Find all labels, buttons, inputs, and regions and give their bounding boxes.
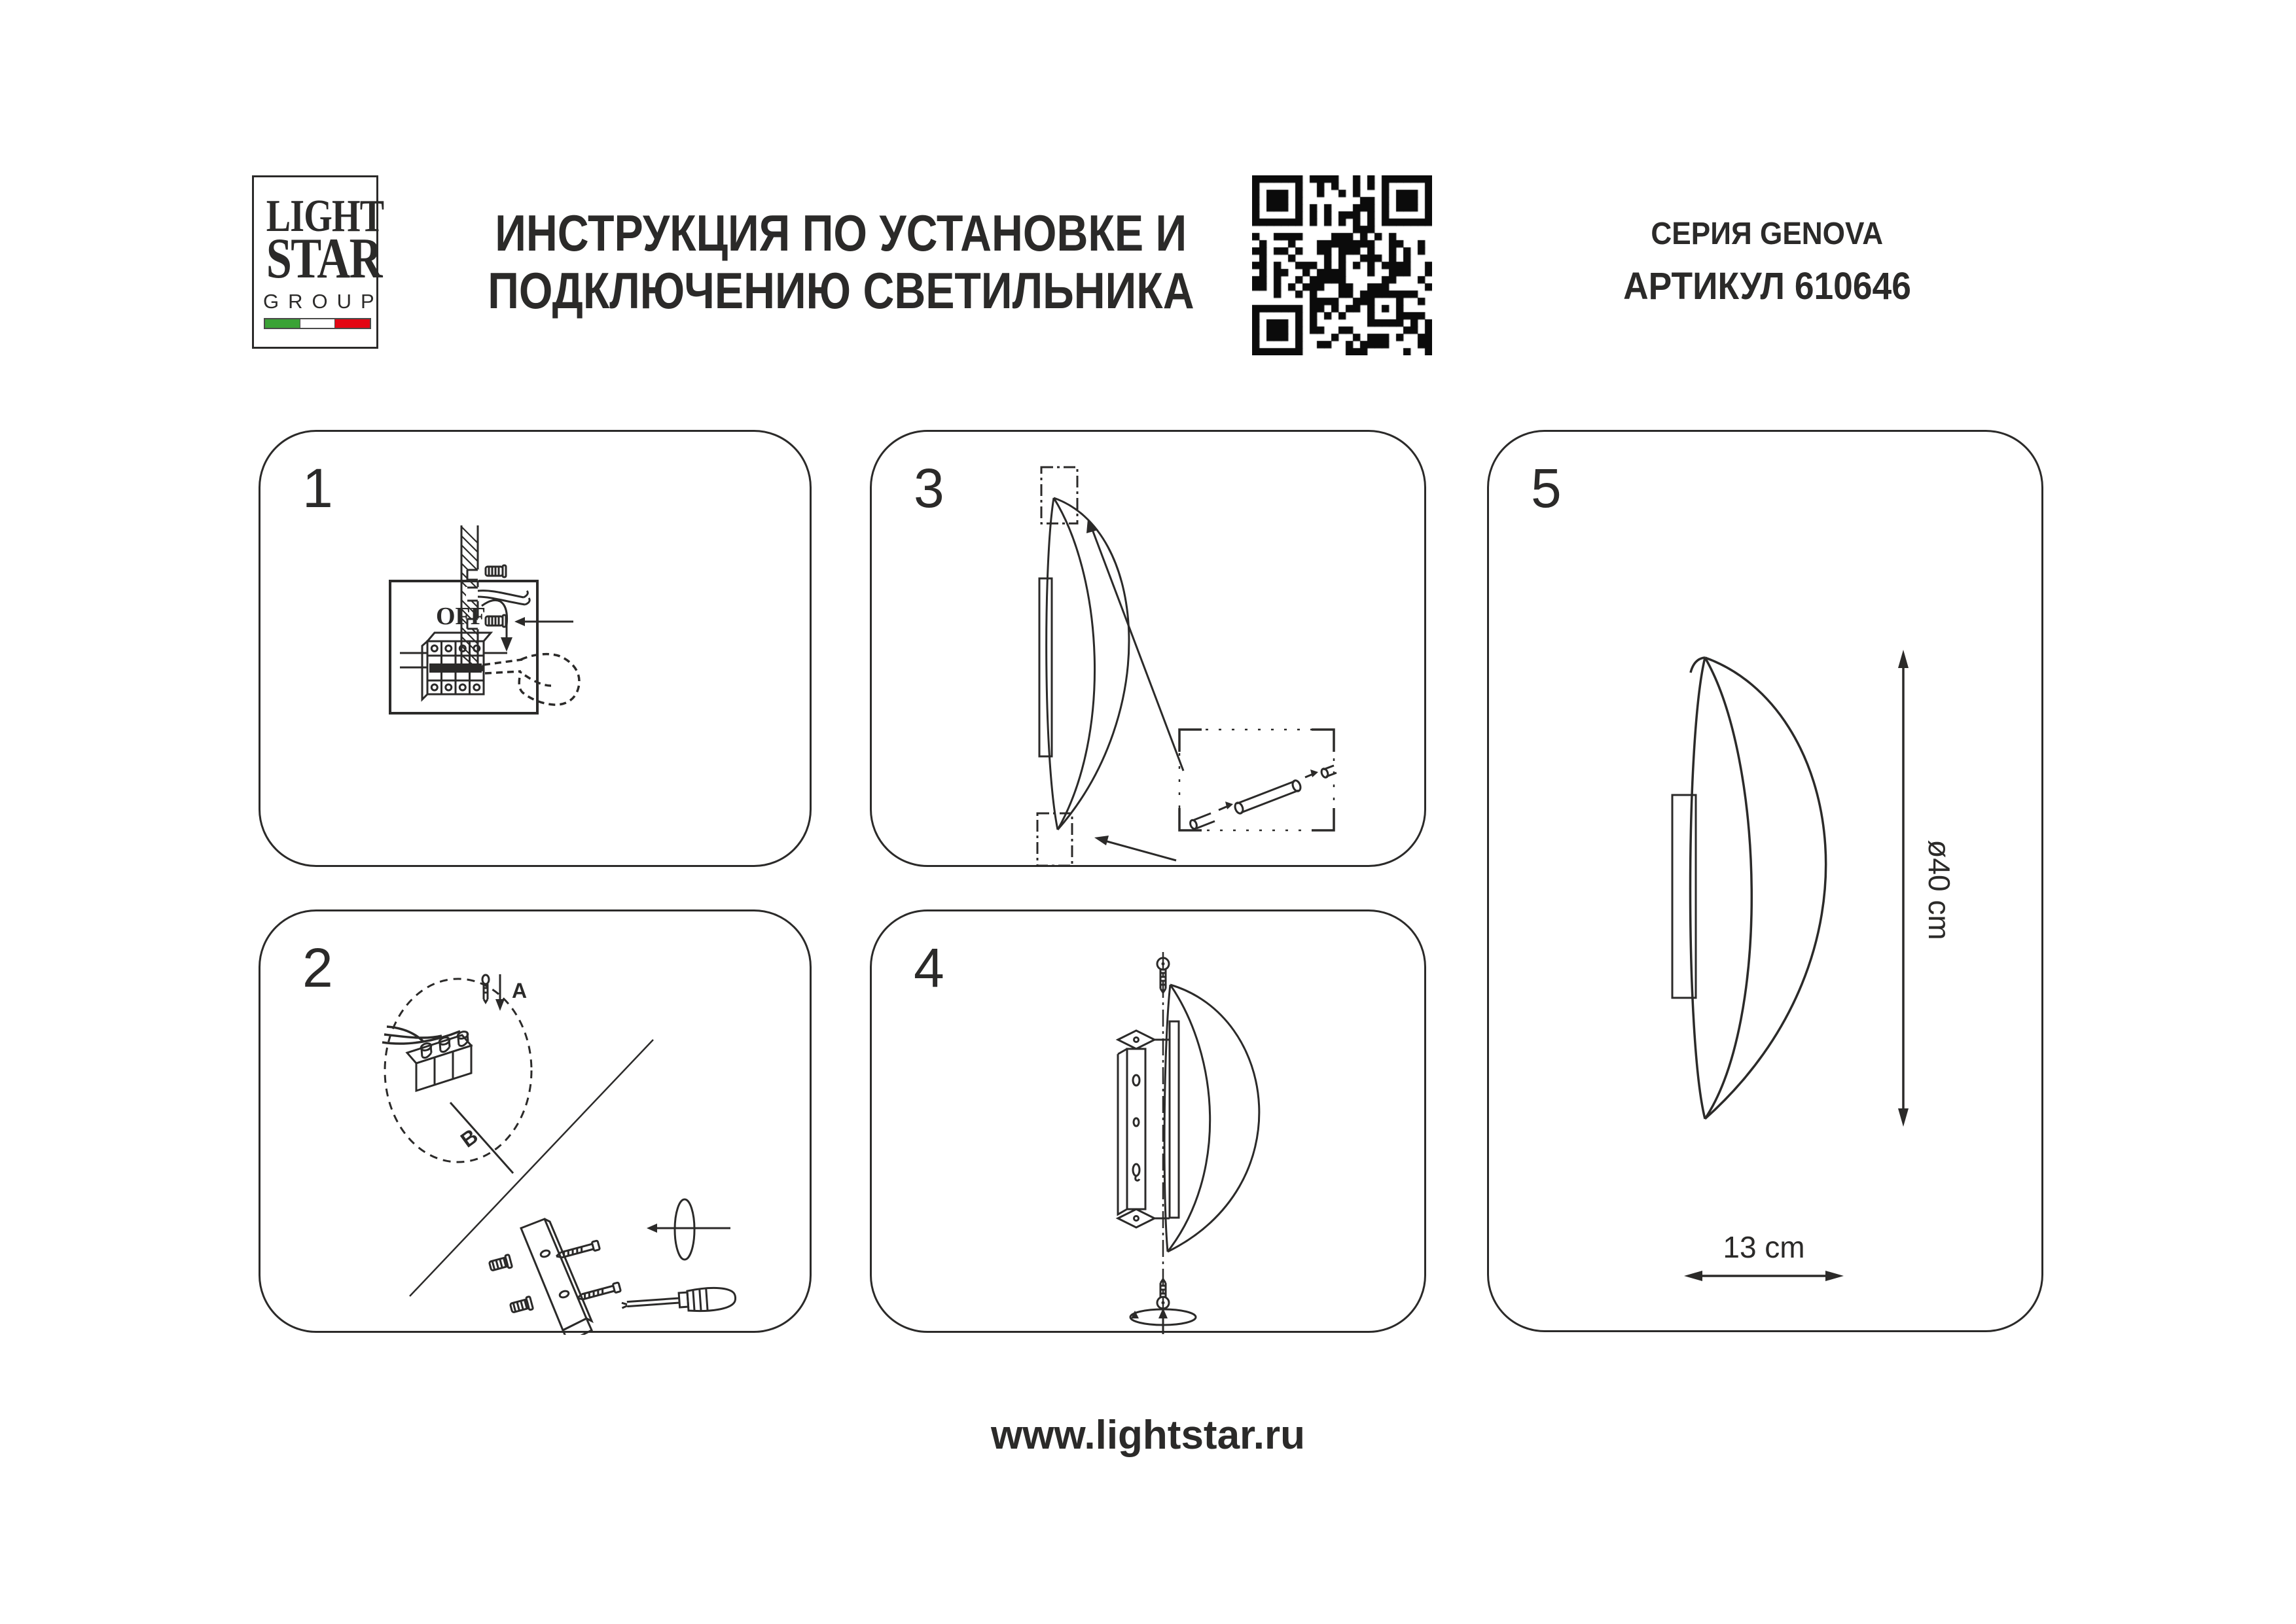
step-panel-3	[870, 430, 1426, 867]
step-4-diagram	[872, 911, 1428, 1335]
step-number-3: 3	[914, 457, 944, 519]
logo-word-group: GROUP	[263, 290, 384, 313]
pin-icon	[1189, 813, 1215, 830]
flag-green-segment	[265, 319, 300, 328]
fastener-detail-box	[1179, 730, 1336, 830]
terminal-screw-icon	[482, 975, 489, 1002]
mount-point-marker	[1037, 813, 1072, 866]
depth-label: 13 cm	[1723, 1230, 1805, 1264]
logo-word-light: LIGHT	[266, 191, 384, 241]
attach-arrow-icon	[1086, 519, 1183, 771]
mounting-bracket-icon	[521, 1219, 592, 1335]
wall-anchor-icon	[486, 615, 506, 627]
terminal-block-icon	[407, 1031, 471, 1091]
lamp-profile	[1164, 985, 1259, 1252]
step-1-diagram	[260, 432, 814, 869]
mounting-bracket-icon	[1118, 1031, 1170, 1227]
wall-anchor-icon	[486, 565, 506, 577]
step-panel-2	[259, 909, 812, 1333]
insert-arrow-icon	[1158, 1308, 1168, 1334]
screw-icon	[576, 1282, 620, 1303]
label-b: B	[456, 1123, 482, 1152]
flag-red-segment	[335, 319, 370, 328]
step-panel-5	[1487, 430, 2043, 1332]
off-label: OFF	[436, 603, 486, 630]
flag-white-segment	[300, 319, 336, 328]
lightstar-logo	[252, 175, 384, 349]
wall-anchor-icon	[510, 1296, 533, 1315]
power-off-pictogram	[390, 581, 579, 713]
step-5-diagram	[1489, 432, 2045, 1334]
italian-flag-icon	[264, 318, 371, 329]
attach-arrow-icon	[1094, 836, 1176, 860]
screw-rotation-icon	[647, 1199, 730, 1260]
lamp-profile	[1047, 498, 1129, 830]
mount-point-marker	[1041, 467, 1077, 523]
title-line-2: ПОДКЛЮЧЕНИЮ СВЕТИЛЬНИКА	[488, 262, 1194, 319]
lamp-profile	[1691, 658, 1826, 1119]
step-number-2: 2	[302, 937, 333, 998]
wall-anchor-icon	[489, 1254, 512, 1273]
diameter-label: ø40 cm	[1922, 839, 1956, 940]
step-number-4: 4	[914, 937, 944, 998]
title-line-1: ИНСТРУКЦИЯ ПО УСТАНОВКЕ И	[495, 204, 1187, 262]
hand-icon	[482, 654, 579, 705]
depth-dimension	[1684, 1271, 1844, 1281]
step-panel-4	[870, 909, 1426, 1333]
pin-icon	[1234, 779, 1302, 815]
circuit-breaker-icon	[400, 633, 507, 699]
website-url: www.lightstar.ru	[991, 1413, 1305, 1458]
qr-code	[1252, 175, 1432, 355]
logo-word-star: STAR	[266, 227, 382, 291]
article-number: АРТИКУЛ 610646	[1623, 265, 1911, 308]
page-title	[416, 204, 1266, 319]
step-number-5: 5	[1531, 457, 1562, 519]
step-panel-1	[259, 430, 812, 867]
label-a: A	[512, 979, 528, 1002]
step-2-diagram	[260, 911, 814, 1335]
insert-arrow-icon	[514, 617, 573, 626]
step-number-1: 1	[302, 457, 333, 519]
diameter-dimension	[1898, 650, 1909, 1127]
series-label: СЕРИЯ GENOVA	[1651, 217, 1884, 251]
screwdriver-icon	[621, 1286, 736, 1317]
step-3-diagram	[872, 432, 1428, 869]
